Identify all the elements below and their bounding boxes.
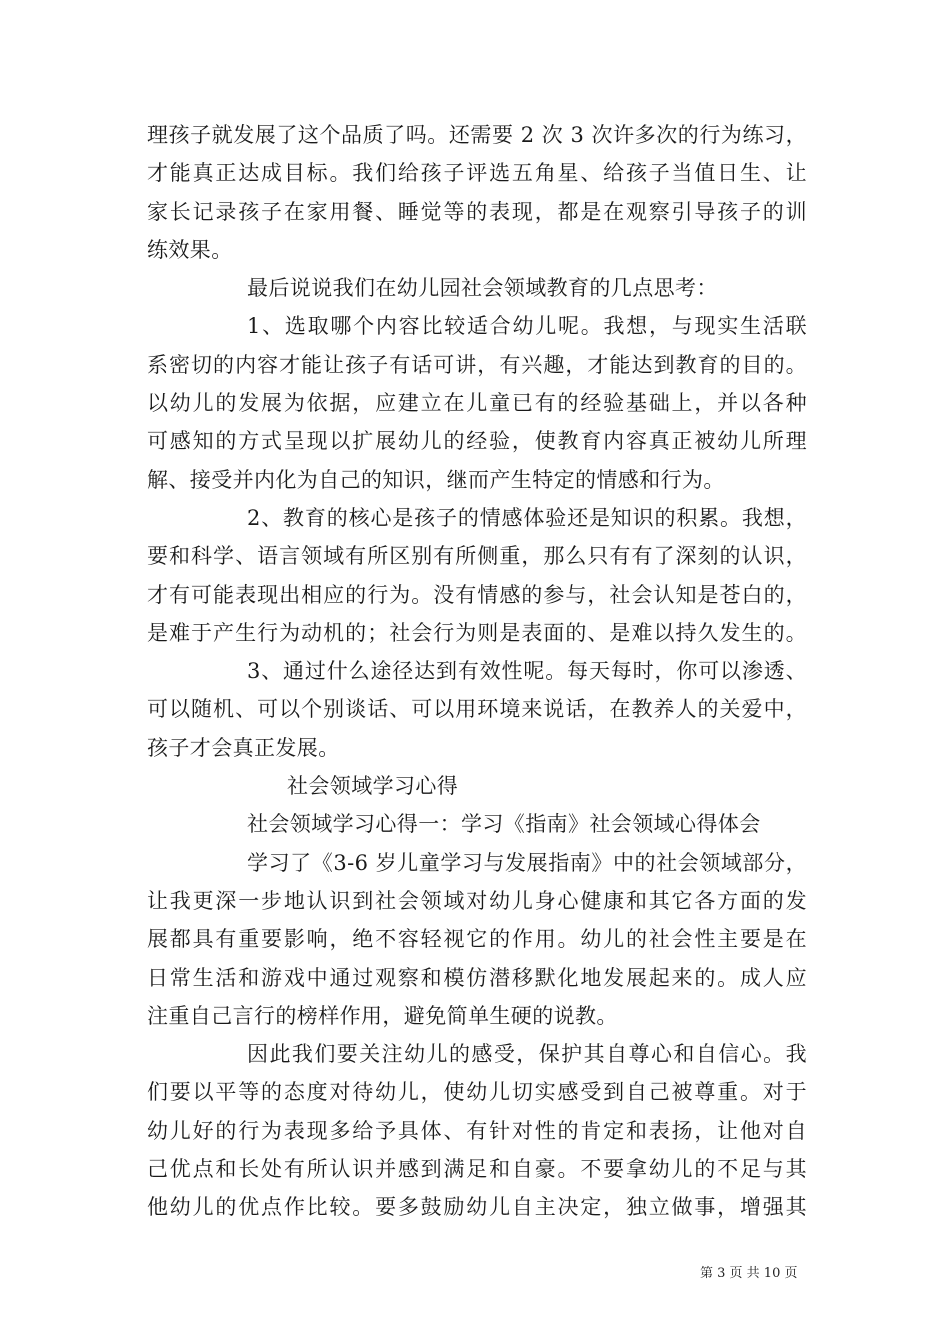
- text-line: 最后说说我们在幼儿园社会领域教育的几点思考：: [247, 276, 718, 301]
- text-line: 练效果。: [147, 237, 233, 262]
- text-line: 让我更深一步地认识到社会领域对幼儿身心健康和其它各方面的发: [147, 888, 807, 913]
- text-line: 以幼儿的发展为依据，应建立在儿童已有的经验基础上，并以各种: [147, 391, 807, 416]
- text-line: 展都具有重要影响，绝不容轻视它的作用。幼儿的社会性主要是在: [147, 927, 807, 952]
- text-line: 日常生活和游戏中通过观察和模仿潜移默化地发展起来的。成人应: [147, 965, 807, 990]
- text-line: 系密切的内容才能让孩子有话可讲，有兴趣，才能达到教育的目的。: [147, 352, 807, 377]
- text-line: 注重自己言行的榜样作用，避免简单生硬的说教。: [147, 1003, 618, 1028]
- text-line: 家长记录孩子在家用餐、睡觉等的表现，都是在观察引导孩子的训: [147, 199, 807, 224]
- text-line: 是难于产生行为动机的；社会行为则是表面的、是难以持久发生的。: [147, 620, 807, 645]
- text-line: 他幼儿的优点作比较。要多鼓励幼儿自主决定，独立做事，增强其: [147, 1195, 807, 1220]
- text-line: 3、通过什么途径达到有效性呢。每天每时，你可以渗透、: [247, 659, 807, 684]
- document-body: [147, 116, 807, 1227]
- section-heading: 社会领域学习心得: [287, 774, 459, 799]
- text-line: 孩子才会真正发展。: [147, 735, 340, 760]
- page-number: 第 3 页 共 10 页: [700, 1266, 798, 1281]
- text-line: 要和科学、语言领域有所区别有所侧重，那么只有有了深刻的认识，: [147, 544, 807, 569]
- text-line: 2、教育的核心是孩子的情感体验还是知识的积累。我想，: [247, 505, 807, 530]
- text-line: 才有可能表现出相应的行为。没有情感的参与，社会认知是苍白的，: [147, 582, 807, 607]
- text-line: 理孩子就发展了这个品质了吗。还需要 2 次 3 次许多次的行为练习，: [147, 123, 807, 147]
- text-line: 才能真正达成目标。我们给孩子评选五角星、给孩子当值日生、让: [147, 161, 807, 186]
- text-line: 1、选取哪个内容比较适合幼儿呢。我想，与现实生活联: [247, 314, 807, 339]
- text-line: 学习了《3-6 岁儿童学习与发展指南》中的社会领域部分，: [247, 850, 807, 875]
- text-line: 因此我们要关注幼儿的感受，保护其自尊心和自信心。我: [247, 1042, 807, 1067]
- text-line: 可以随机、可以个别谈话、可以用环境来说话，在教养人的关爱中，: [147, 697, 807, 722]
- text-line: 们要以平等的态度对待幼儿，使幼儿切实感受到自己被尊重。对于: [147, 1080, 807, 1105]
- subsection-heading: 社会领域学习心得一：学习《指南》社会领域心得体会: [247, 812, 761, 837]
- text-line: 解、接受并内化为自己的知识，继而产生特定的情感和行为。: [147, 467, 725, 492]
- text-line: 己优点和长处有所认识并感到满足和自豪。不要拿幼儿的不足与其: [147, 1157, 807, 1182]
- text-line: 可感知的方式呈现以扩展幼儿的经验，使教育内容真正被幼儿所理: [147, 429, 807, 454]
- text-line: 幼儿好的行为表现多给予具体、有针对性的肯定和表扬，让他对自: [147, 1118, 807, 1143]
